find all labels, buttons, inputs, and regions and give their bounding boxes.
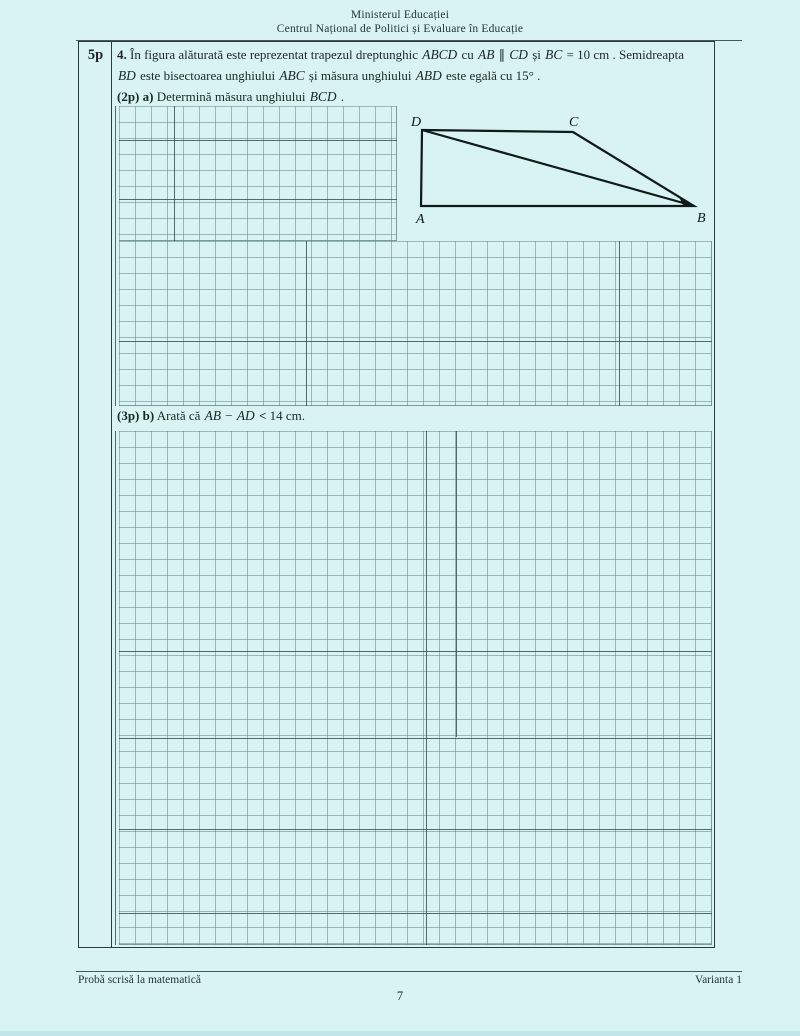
scan-artifact-line [174,106,175,241]
footer-variant: Varianta 1 [695,974,742,986]
statement-text: = 10 cm . Semidreapta [566,47,684,62]
answer-grid-b [119,431,712,945]
diagonal-db [422,130,694,206]
subitem-b-label: (3p) b) [117,408,155,423]
statement-text: 14 cm. [269,408,306,423]
points-cell [79,42,112,947]
vertex-label-d: D [411,115,422,130]
scan-artifact-line [115,106,116,406]
statement-text: cu [461,47,474,62]
math-ad: AD [236,408,255,423]
scan-artifact-line [456,431,457,737]
subitem-b-line [117,406,305,426]
page-number: 7 [396,989,404,1003]
problem-number: 4. [117,47,127,62]
vertex-label-c: C [569,115,579,130]
math-bd: BD [118,68,136,83]
math-bc: BC [545,47,563,62]
points-label: 5p [87,47,104,63]
scan-artifact-line [119,738,712,739]
less-than-symbol: < [258,408,267,423]
vertex-label-a: A [416,212,425,227]
statement-text: În figura alăturată este reprezentat trapezul dreptunghic [130,47,419,62]
statement-text: este egală cu 15° . [446,68,541,83]
subitem-a-line [117,87,344,107]
minus-symbol: − [225,408,233,423]
header-ministry: Ministerul Educației [350,9,450,21]
header-center: Centrul Național de Politici și Evaluare în Educație [276,23,524,35]
trapezoid-svg [397,104,713,241]
math-bcd: BCD [309,89,337,104]
scan-artifact-line [119,829,712,830]
scan-artifact-line [119,140,397,141]
math-abcd: ABCD [422,47,458,62]
vertex-label-b: B [697,211,706,226]
statement-text: . [340,89,345,104]
statement-text: și [532,47,541,62]
scan-artifact-line [426,431,427,945]
math-cd: CD [509,47,528,62]
trapezoid-figure [397,104,713,241]
math-ab: AB [478,47,495,62]
footer-rule [76,971,742,972]
parallel-symbol: ∥ [498,47,506,62]
math-abd: ABD [415,68,442,83]
scan-artifact-line [119,199,397,200]
statement-text: este bisectoarea unghiului [140,68,276,83]
answer-grid-a-full [119,241,712,406]
problem-statement-line1 [117,45,684,65]
problem-statement-line2 [117,66,540,86]
scan-artifact-line [115,431,116,945]
statement-text: Arată că [156,408,201,423]
scan-artifact-line [619,241,620,406]
footer-exam-title: Probă scrisă la matematică [78,974,201,986]
statement-text: Determină măsura unghiului [156,89,306,104]
scan-edge-strip [0,1031,800,1036]
scan-artifact-line [119,651,712,652]
subitem-a-label: (2p) a) [117,89,154,104]
scan-artifact-line [306,241,307,406]
exam-table [78,41,715,948]
statement-text: și măsura unghiului [308,68,412,83]
scan-artifact-line [119,913,712,914]
scan-artifact-line [119,341,712,342]
answer-grid-a-left [119,106,397,241]
math-ab: AB [204,408,222,423]
math-abc: ABC [279,68,305,83]
